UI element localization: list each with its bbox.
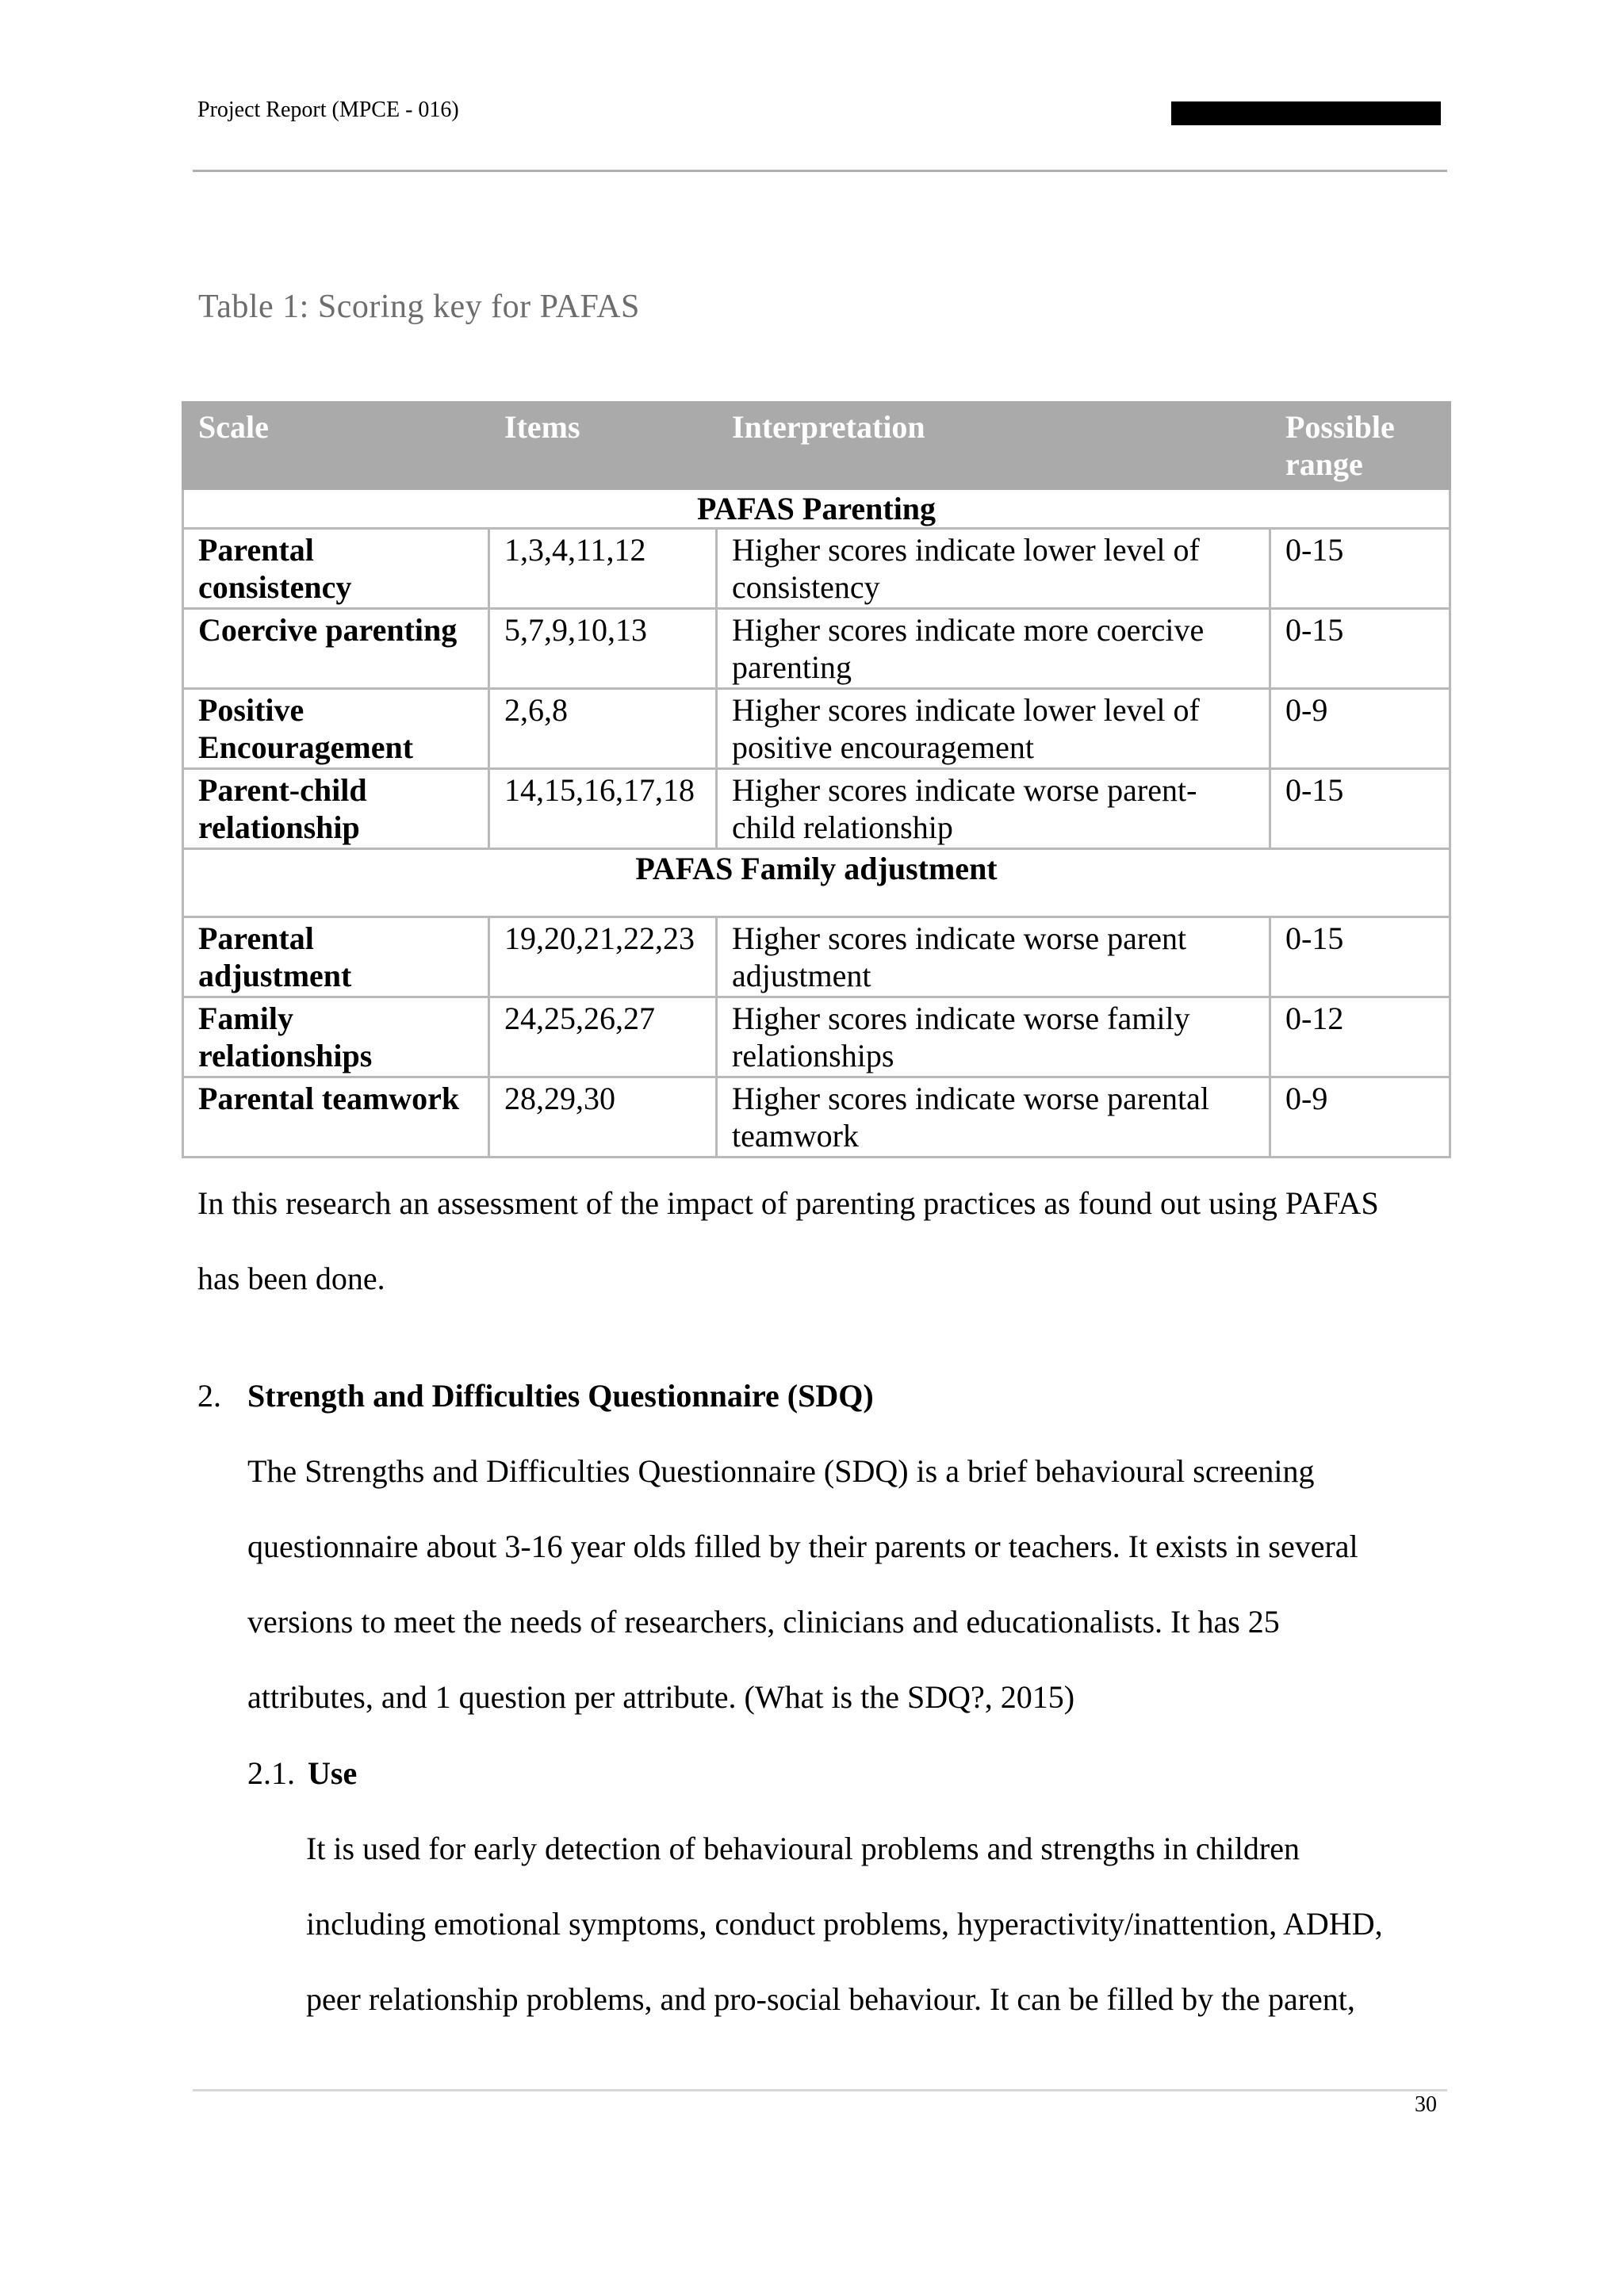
items-cell: 14,15,16,17,18 [489,769,717,849]
column-header-interpretation: Interpretation [717,403,1270,489]
section-number: 2. [197,1378,221,1414]
intro-paragraph-line: has been done. [197,1261,385,1296]
sdq-paragraph-line: questionnaire about 3-16 year olds filled by their parents or teachers. It exists in several [247,1529,1358,1564]
scale-cell: Parental adjustment [183,917,489,997]
use-paragraph-line: It is used for early detection of behavioural problems and strengths in children [306,1831,1300,1866]
range-cell: 0-15 [1270,917,1450,997]
table-row [183,769,1450,849]
items-cell: 1,3,4,11,12 [489,529,717,609]
column-header-scale: Scale [183,403,489,489]
page-number: 30 [1415,2092,1437,2117]
range-cell: 0-15 [1270,609,1450,689]
items-cell: 19,20,21,22,23 [489,917,717,997]
intro-paragraph-line: In this research an assessment of the impact of parenting practices as found out using PAFAS [197,1185,1379,1221]
use-paragraph-line: peer relationship problems, and pro-social behaviour. It can be filled by the parent, [306,1981,1355,2017]
interpretation-cell: Higher scores indicate lower level of positive encouragement [717,689,1270,769]
header-divider [193,170,1447,172]
table-row [183,689,1450,769]
sdq-paragraph-line: attributes, and 1 question per attribute. (What is the SDQ?, 2015) [247,1679,1075,1715]
scale-cell: Positive Encouragement [183,689,489,769]
scale-cell: Coercive parenting [183,609,489,689]
use-paragraph-line: including emotional symptoms, conduct problems, hyperactivity/inattention, ADHD, [306,1906,1383,1942]
range-cell: 0-12 [1270,997,1450,1077]
scale-cell: Parental consistency [183,529,489,609]
section-label-family: PAFAS Family adjustment [183,849,1450,917]
scale-cell: Parental teamwork [183,1077,489,1158]
table-header-row [183,403,1450,489]
section-label-parenting: PAFAS Parenting [183,489,1450,529]
interpretation-cell: Higher scores indicate worse parent-child relationship [717,769,1270,849]
interpretation-cell: Higher scores indicate more coercive parenting [717,609,1270,689]
range-cell: 0-15 [1270,769,1450,849]
scoring-key-table [182,401,1451,1158]
footer-divider [193,2089,1447,2091]
table-row [183,917,1450,997]
range-cell: 0-9 [1270,1077,1450,1158]
column-header-range: Possible range [1270,403,1450,489]
scale-cell: Parent-child relationship [183,769,489,849]
redaction-bar [1171,101,1441,125]
range-cell: 0-15 [1270,529,1450,609]
interpretation-cell: Higher scores indicate worse family relationships [717,997,1270,1077]
section-row-family [183,849,1450,917]
table-row [183,609,1450,689]
items-cell: 28,29,30 [489,1077,717,1158]
sdq-paragraph-line: versions to meet the needs of researchers, clinicians and educationalists. It has 25 [247,1604,1280,1640]
section-heading: Strength and Difficulties Questionnaire (SDQ) [247,1378,874,1414]
interpretation-cell: Higher scores indicate lower level of consistency [717,529,1270,609]
report-header-title: Project Report (MPCE - 016) [197,98,459,122]
interpretation-cell: Higher scores indicate worse parent adjustment [717,917,1270,997]
section-row-parenting [183,489,1450,529]
sdq-paragraph-line: The Strengths and Difficulties Questionnaire (SDQ) is a brief behavioural screening [247,1453,1315,1489]
table-row [183,529,1450,609]
table-caption: Table 1: Scoring key for PAFAS [198,289,640,325]
range-cell: 0-9 [1270,689,1450,769]
table-row [183,997,1450,1077]
interpretation-cell: Higher scores indicate worse parental teamwork [717,1077,1270,1158]
subsection-heading: Use [308,1755,358,1791]
subsection-number: 2.1. [247,1755,295,1791]
items-cell: 2,6,8 [489,689,717,769]
column-header-items: Items [489,403,717,489]
scale-cell: Family relationships [183,997,489,1077]
items-cell: 24,25,26,27 [489,997,717,1077]
table-row [183,1077,1450,1158]
items-cell: 5,7,9,10,13 [489,609,717,689]
